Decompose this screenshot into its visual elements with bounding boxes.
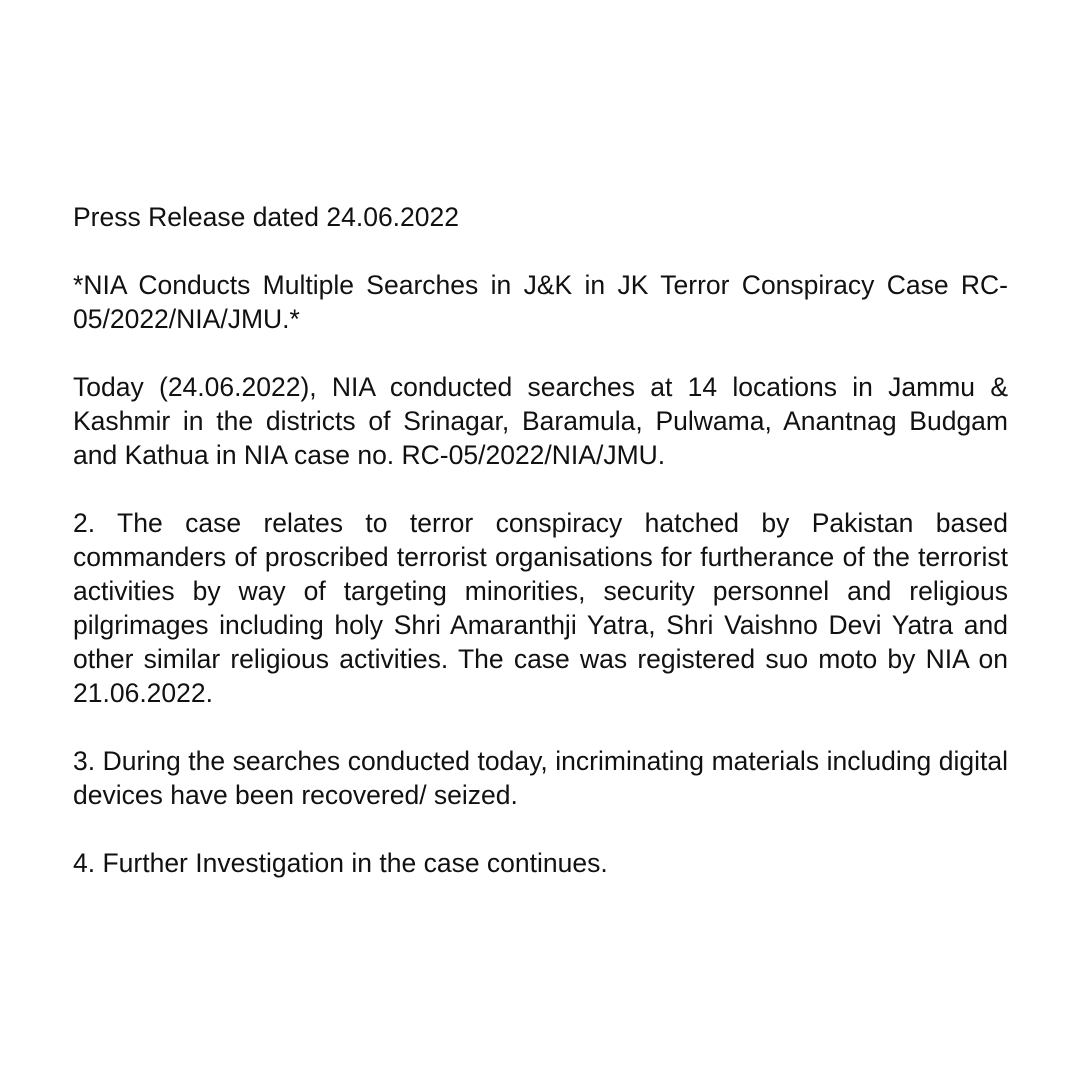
- press-release-body: [73, 200, 1008, 880]
- paragraph-case-details: 2. The case relates to terror conspiracy hatched by Pakistan based commanders of proscribed terrorist organisations for furtherance of the terrorist activities by way of targeting minorities, security personnel and religious pilgrimages including holy Shri Amaranthji Yatra, Shri Vaishno Devi Yatra and other similar religious activities. The case was registered suo moto by NIA on 21.06.2022.: [73, 508, 1008, 708]
- paragraph-searches: Today (24.06.2022), NIA conducted searches at 14 locations in Jammu & Kashmir in the districts of Srinagar, Baramula, Pulwama, Anantnag Budgam and Kathua in NIA case no. RC-05/2022/NIA/JMU.: [73, 372, 1008, 470]
- paragraph-investigation: 4. Further Investigation in the case continues.: [73, 848, 608, 878]
- release-title: *NIA Conducts Multiple Searches in J&K in JK Terror Conspiracy Case RC-05/2022/NIA/JMU.*: [73, 270, 1008, 334]
- release-date-heading: Press Release dated 24.06.2022: [73, 202, 459, 232]
- paragraph-seizure: 3. During the searches conducted today, incriminating materials including digital devices have been recovered/ seized.: [73, 746, 1008, 810]
